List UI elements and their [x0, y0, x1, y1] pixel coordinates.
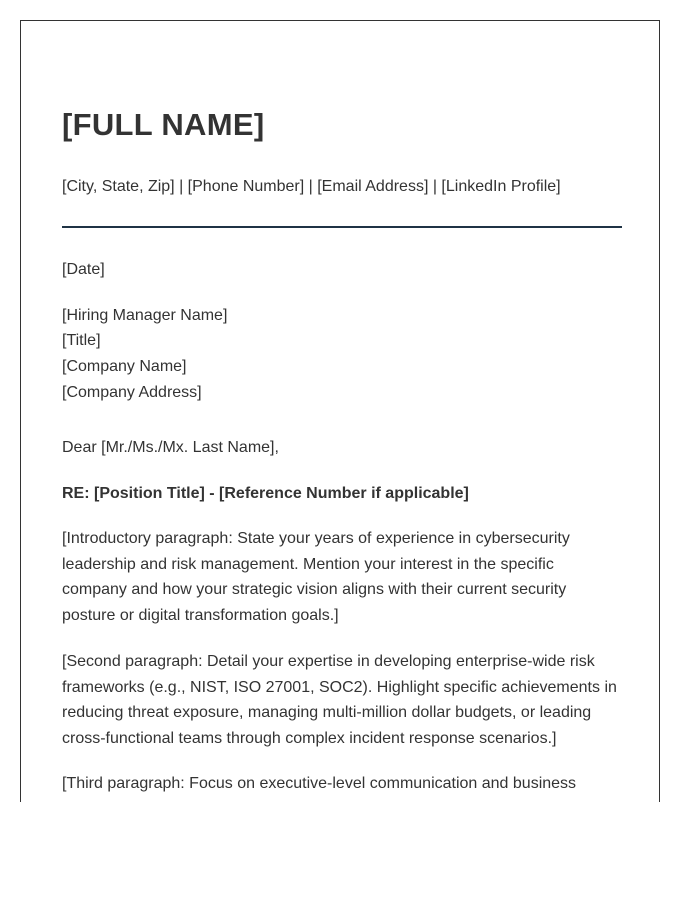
subject-line: RE: [Position Title] - [Reference Number if applicable] — [62, 485, 469, 502]
contact-line: [City, State, Zip] | [Phone Number] | [Email Address] | [LinkedIn Profile] — [62, 178, 561, 195]
paragraph-line: company and how your strategic vision aligns with their current security — [62, 581, 567, 598]
recipient-title: [Title] — [62, 332, 101, 349]
full-name-heading: [FULL NAME] — [62, 107, 265, 142]
header-divider — [62, 226, 622, 228]
paragraph-line: reducing threat exposure, managing multi-million dollar budgets, or leading — [62, 704, 592, 721]
paragraph-third — [62, 771, 622, 797]
letter-page — [20, 20, 660, 802]
date-line: [Date] — [62, 261, 105, 278]
paragraph-line: posture or digital transformation goals.] — [62, 606, 339, 624]
recipient-name: [Hiring Manager Name] — [62, 307, 228, 324]
paragraph-line: [Introductory paragraph: State your years of experience in cybersecurity — [62, 530, 570, 547]
salutation: Dear [Mr./Ms./Mx. Last Name], — [62, 439, 279, 456]
paragraph-second — [62, 649, 622, 751]
paragraph-line: [Third paragraph: Focus on executive-level communication and business — [62, 775, 577, 792]
paragraph-intro — [62, 526, 622, 628]
recipient-address: [Company Address] — [62, 384, 202, 401]
paragraph-line: cross-functional teams through complex incident response scenarios.] — [62, 729, 557, 747]
recipient-company: [Company Name] — [62, 358, 187, 375]
paragraph-line: leadership and risk management. Mention your interest in the specific — [62, 555, 554, 573]
paragraph-line: [Second paragraph: Detail your expertise in developing enterprise-wide risk — [62, 653, 595, 670]
paragraph-line: frameworks (e.g., NIST, ISO 27001, SOC2). Highlight specific achievements in — [62, 678, 617, 696]
